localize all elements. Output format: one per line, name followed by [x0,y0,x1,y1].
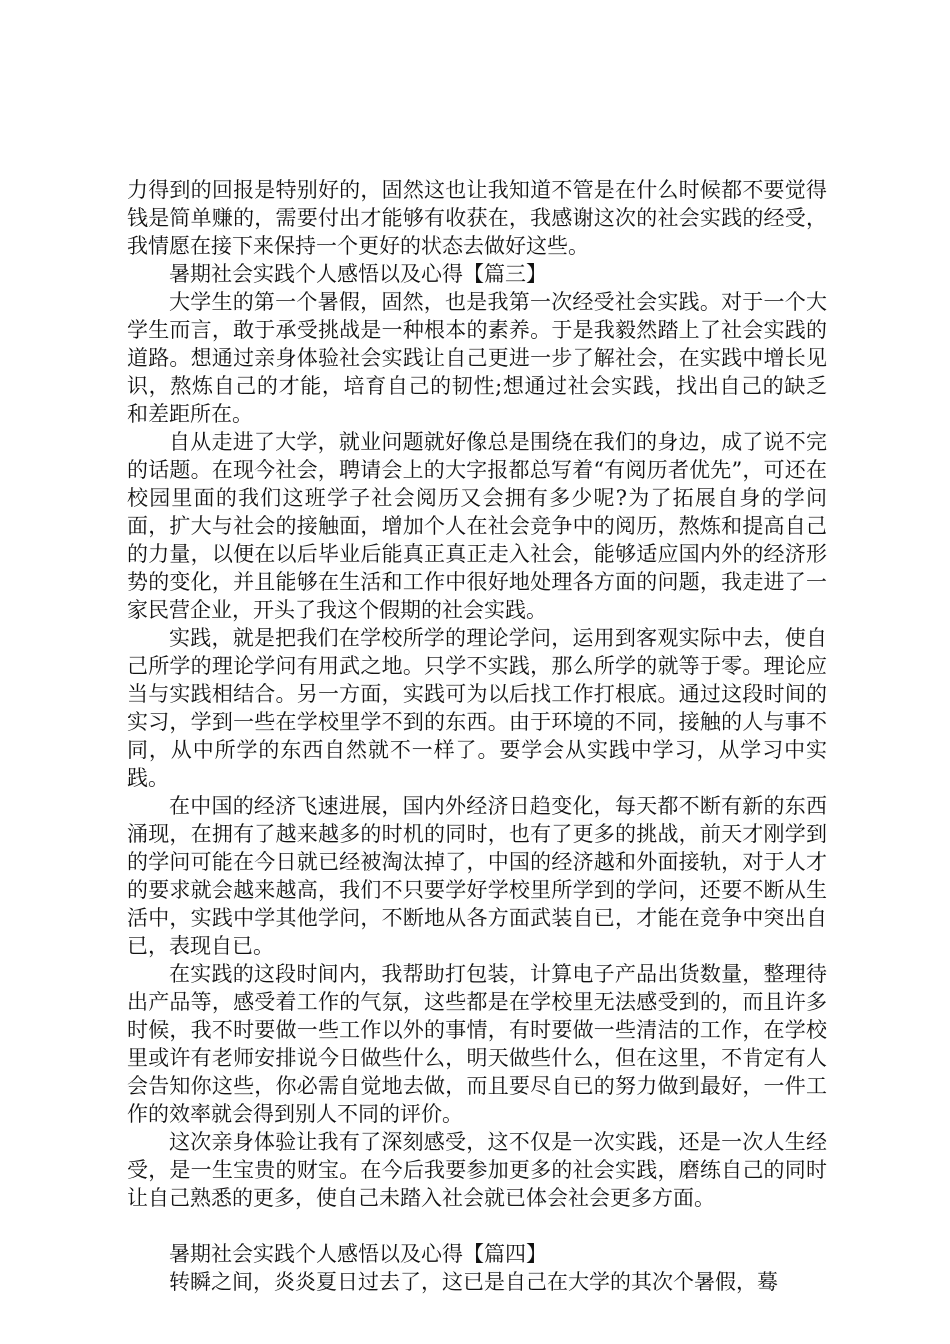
paragraph: 实践，就是把我们在学校所学的理论学问，运用到客观实际中去，使自己所学的理论学问有用武之地。只学不实践，那么所学的就等于零。理论应当与实践相结合。另一方面，实践可为以后找工作打根底。通过这段时间的实习，学到一些在学校里学不到的东西。由于环境的不同，接触的人与事不同，从中所学的东西自然就不一样了。要学会从实践中学习，从学习中实践。 [127,626,827,790]
paragraph: 转瞬之间，炎炎夏日过去了，这已是自己在大学的其次个暑假，蓦 [169,1270,778,1294]
paragraph: 在实践的这段时间内，我帮助打包装，计算电子产品出货数量，整理待出产品等，感受着工作的气氛，这些都是在学校里无法感受到的，而且许多时候，我不时要做一些工作以外的事情，有时要做一些清洁的工作，在学校里或许有老师安排说今日做些什么，明天做些什么，但在这里，不肯定有人会告知你这些，你必需自觉地去做，而且要尽自已的努力做到最好，一件工作的效率就会得到别人不同的评价。 [127,962,827,1126]
paragraph: 自从走进了大学，就业问题就好像总是围绕在我们的身边，成了说不完的话题。在现今社会，聘请会上的大字报都总写着“有阅历者优先”，可还在校园里面的我们这班学子社会阅历又会拥有多少呢?为了拓展自身的学问面，扩大与社会的接触面，增加个人在社会竞争中的阅历，熬炼和提高自己的力量，以便在以后毕业后能真正真正走入社会，能够适应国内外的经济形势的变化，并且能够在生活和工作中很好地处理各方面的问题，我走进了一家民营企业，开头了我这个假期的社会实践。 [127,430,827,622]
section-heading-part-three: 暑期社会实践个人感悟以及心得【篇三】 [169,262,547,286]
blank-line [127,1212,827,1240]
section-heading-part-four: 暑期社会实践个人感悟以及心得【篇四】 [169,1242,547,1266]
document-body [127,176,827,1296]
paragraph: 在中国的经济飞速进展，国内外经济日趋变化，每天都不断有新的东西涌现，在拥有了越来越多的时机的同时，也有了更多的挑战，前天才刚学到的学问可能在今日就已经被淘汰掉了，中国的经济越和外面接轨，对于人才的要求就会越来越高，我们不只要学好学校里所学到的学问，还要不断从生活中，实践中学其他学问，不断地从各方面武装自已，才能在竞争中突出自已，表现自已。 [127,794,827,958]
paragraph-continuation: 力得到的回报是特别好的，固然这也让我知道不管是在什么时候都不要觉得钱是简单赚的，需要付出才能够有收获在，我感谢这次的社会实践的经受，我情愿在接下来保持一个更好的状态去做好这些。 [127,178,827,258]
paragraph: 大学生的第一个暑假，固然，也是我第一次经受社会实践。对于一个大学生而言，敢于承受挑战是一种根本的素养。于是我毅然踏上了社会实践的道路。想通过亲身体验社会实践让自己更进一步了解社会，在实践中增长见识，熬炼自己的才能，培育自己的韧性;想通过社会实践，找出自己的缺乏和差距所在。 [127,290,827,426]
paragraph: 这次亲身体验让我有了深刻感受，这不仅是一次实践，还是一次人生经受，是一生宝贵的财宝。在今后我要参加更多的社会实践，磨练自己的同时让自己熟悉的更多，使自己未踏入社会就已体会社会更多方面。 [127,1130,827,1210]
